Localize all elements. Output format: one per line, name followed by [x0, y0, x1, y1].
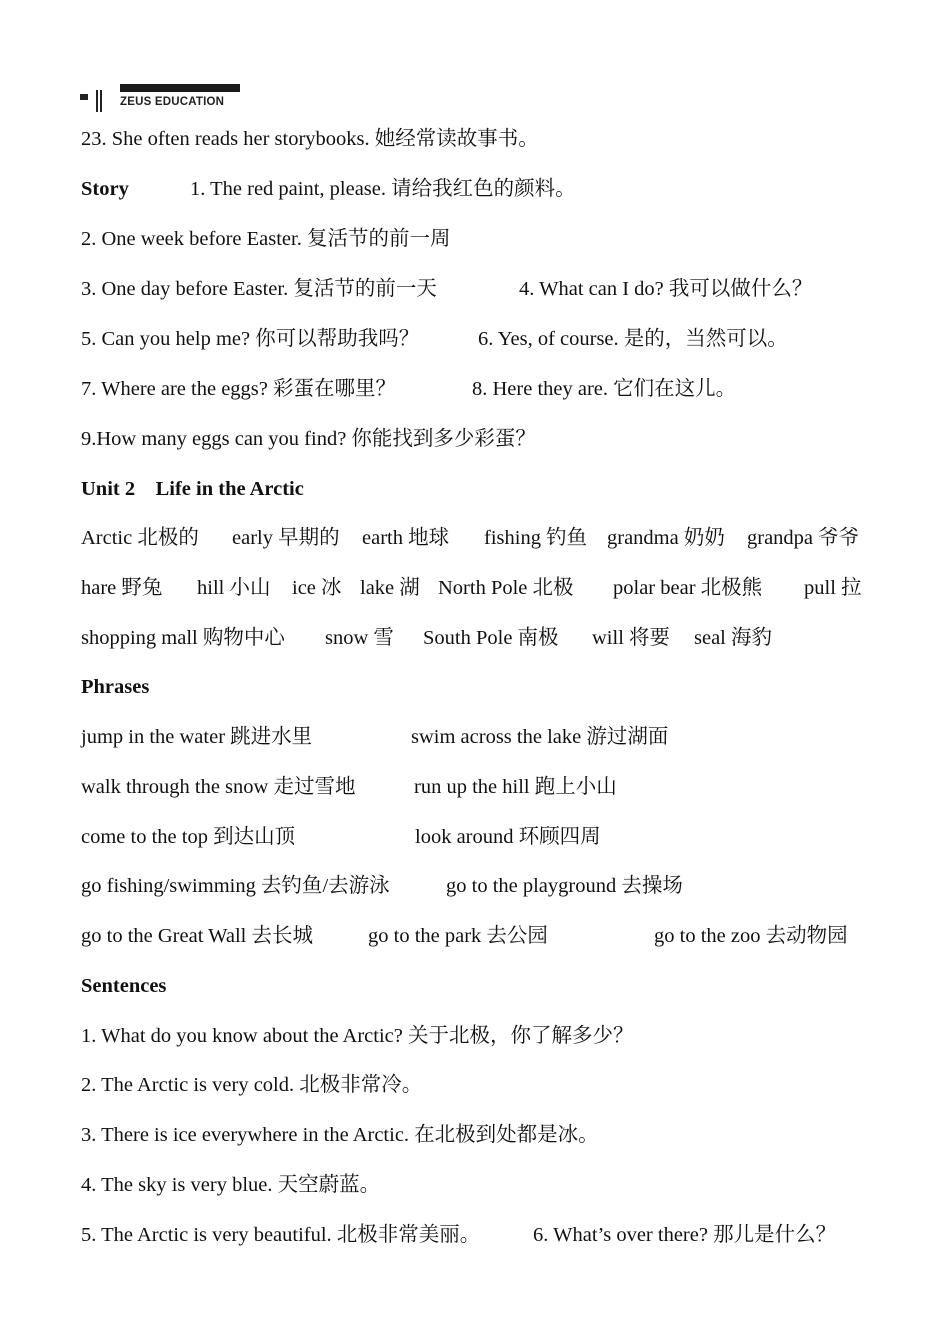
logo-mark-icon [80, 94, 88, 100]
phrase-item: go to the zoo 去动物园 [654, 925, 848, 947]
line-23: 23. She often reads her storybooks. 她经常读故事书。 [81, 128, 539, 150]
story-row-3 [81, 276, 881, 302]
sentence-4: 4. The sky is very blue. 天空蔚蓝。 [81, 1174, 381, 1196]
logo-cn-wordmark-icon [120, 84, 240, 92]
sentence-3: 3. There is ice everywhere in the Arctic. 在北极到处都是冰。 [81, 1124, 599, 1146]
word-item: ice 冰 [292, 577, 342, 599]
sentence-row-5 [81, 1222, 881, 1248]
phrase-item: go to the Great Wall 去长城 [81, 925, 313, 947]
word-item: snow 雪 [325, 627, 394, 649]
phrase-row-2 [81, 774, 881, 800]
word-item: fishing 钓鱼 [484, 527, 588, 549]
word-item: hill 小山 [197, 577, 271, 599]
sentences-heading: Sentences [81, 975, 167, 997]
sentence-1: 1. What do you know about the Arctic? 关于北极，你了解多少？ [81, 1025, 634, 1047]
phrase-row-1 [81, 724, 881, 750]
story-item-6: 6. Yes, of course. 是的，当然可以。 [478, 328, 788, 350]
sentence-5: 5. The Arctic is very beautiful. 北极非常美丽。 [81, 1224, 481, 1246]
phrase-item: go fishing/swimming 去钓鱼/去游泳 [81, 875, 390, 897]
story-item-7: 7. Where are the eggs? 彩蛋在哪里？ [81, 378, 396, 400]
story-item-5: 5. Can you help me? 你可以帮助我吗？ [81, 328, 420, 350]
phrases-heading: Phrases [81, 676, 150, 698]
phrase-row-5 [81, 923, 881, 949]
phrase-item: come to the top 到达山顶 [81, 826, 296, 848]
sentence-2: 2. The Arctic is very cold. 北极非常冷。 [81, 1074, 423, 1096]
word-item: shopping mall 购物中心 [81, 627, 285, 649]
phrase-item: jump in the water 跳进水里 [81, 726, 313, 748]
phrase-item: go to the playground 去操场 [446, 875, 683, 897]
story-item-9: 9.How many eggs can you find? 你能找到多少彩蛋？ [81, 428, 536, 450]
word-item: lake 湖 [360, 577, 420, 599]
word-item: South Pole 南极 [423, 627, 559, 649]
word-item: earth 地球 [362, 527, 450, 549]
story-item-8: 8. Here they are. 它们在这儿。 [472, 378, 737, 400]
story-row-7 [81, 376, 881, 402]
phrase-row-4 [81, 873, 881, 899]
story-row [81, 176, 881, 202]
phrase-item: walk through the snow 走过雪地 [81, 776, 356, 798]
unit-title: Unit 2 Life in the Arctic [81, 478, 304, 500]
logo-brand-text: ZEUS EDUCATION [120, 96, 225, 108]
header-logo [80, 80, 250, 114]
word-item: seal 海豹 [694, 627, 772, 649]
phrase-item: run up the hill 跑上小山 [414, 776, 617, 798]
word-item: will 将要 [592, 627, 671, 649]
sentence-6: 6. What’s over there? 那儿是什么？ [533, 1224, 837, 1246]
story-item-1: 1. The red paint, please. 请给我红色的颜料。 [190, 178, 576, 200]
word-item: early 早期的 [232, 527, 340, 549]
story-item-3: 3. One day before Easter. 复活节的前一天 [81, 278, 437, 300]
words-row-1 [81, 525, 881, 551]
words-row-2 [81, 575, 881, 601]
story-row-5 [81, 326, 881, 352]
word-item: polar bear 北极熊 [613, 577, 763, 599]
word-item: grandma 奶奶 [607, 527, 725, 549]
word-item: hare 野兔 [81, 577, 163, 599]
word-item: pull 拉 [804, 577, 862, 599]
story-heading: Story [81, 178, 129, 200]
word-item: Arctic 北极的 [81, 527, 199, 549]
story-item-4: 4. What can I do? 我可以做什么？ [519, 278, 813, 300]
phrase-row-3 [81, 824, 881, 850]
phrase-item: swim across the lake 游过湖面 [411, 726, 669, 748]
logo-bars-icon [96, 90, 102, 112]
phrase-item: go to the park 去公园 [368, 925, 548, 947]
words-row-3 [81, 625, 881, 651]
word-item: grandpa 爷爷 [747, 527, 860, 549]
word-item: North Pole 北极 [438, 577, 574, 599]
phrase-item: look around 环顾四周 [415, 826, 601, 848]
story-item-2: 2. One week before Easter. 复活节的前一周 [81, 228, 451, 250]
